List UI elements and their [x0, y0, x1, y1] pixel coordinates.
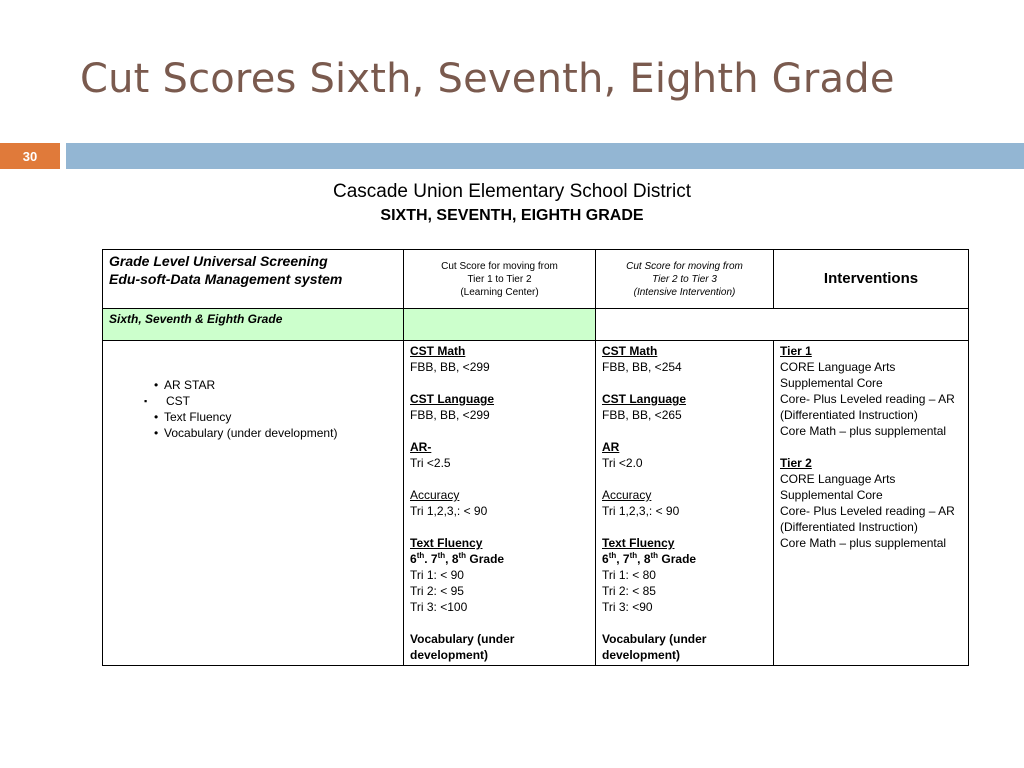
list-item: Supplemental Core [780, 488, 883, 502]
accuracy-value: Tri 1,2,3,: < 90 [410, 504, 488, 518]
list-item: • AR STAR [154, 377, 397, 393]
ar-value: Tri <2.5 [410, 456, 451, 470]
fluency-grade-line: 6th, 7th, 8th Grade [602, 551, 697, 566]
cst-math-value: FBB, BB, <299 [410, 360, 490, 374]
tier1-header-line2: Tier 1 to Tier 2 [467, 273, 532, 285]
tri3-value: Tri 3: <100 [410, 600, 468, 614]
cst-language-value: FBB, BB, <299 [410, 408, 490, 422]
grade-group-empty [596, 309, 969, 341]
list-item: Core Math – plus supplemental [780, 536, 947, 550]
ar-label: AR [602, 440, 620, 454]
slide-title: Cut Scores Sixth, Seventh, Eighth Grade [80, 56, 895, 102]
cst-math-label: CST Math [410, 344, 466, 358]
vocabulary-note: Vocabulary (under development) [410, 632, 515, 662]
tier2-label: Tier 2 [780, 456, 812, 470]
list-item: CORE Language Arts [780, 472, 896, 486]
cst-language-label: CST Language [410, 392, 495, 406]
list-item: Core- Plus Leveled reading – AR [780, 504, 955, 518]
ar-value: Tri <2.0 [602, 456, 643, 470]
grade-group-label: Sixth, Seventh & Eighth Grade [103, 309, 404, 341]
tier1-header-line1: Cut Score for moving from [441, 260, 558, 272]
tier2-to-tier3-scores [596, 341, 774, 666]
grade-group-row [103, 309, 969, 341]
text-fluency-label: Text Fluency [410, 536, 483, 550]
vocabulary-note: Vocabulary (under development) [602, 632, 707, 662]
text-fluency-label: Text Fluency [602, 536, 675, 550]
list-item: (Differentiated Instruction) [780, 520, 918, 534]
ar-label: AR- [410, 440, 432, 454]
accuracy-label: Accuracy [602, 488, 652, 502]
table-header-row [103, 250, 969, 309]
tier2-header-line1: Cut Score for moving from [626, 260, 743, 272]
fluency-grade-line: 6th. 7th, 8th Grade [410, 551, 505, 566]
measures-list [154, 377, 397, 441]
tier1-label: Tier 1 [780, 344, 812, 358]
list-item: Core- Plus Leveled reading – AR [780, 392, 955, 406]
tier2-to-tier3-header [596, 250, 774, 309]
tri1-value: Tri 1: < 80 [602, 568, 656, 582]
tier2-header-line3: (Intensive Intervention) [633, 286, 736, 298]
interventions-header: Interventions [774, 250, 969, 309]
list-item: (Differentiated Instruction) [780, 408, 918, 422]
list-item: Core Math – plus supplemental [780, 424, 947, 438]
tri1-value: Tri 1: < 90 [410, 568, 464, 582]
district-name: Cascade Union Elementary School District [333, 181, 691, 202]
accuracy-value: Tri 1,2,3,: < 90 [602, 504, 680, 518]
list-item: CORE Language Arts [780, 360, 896, 374]
list-item: • Vocabulary (under development) [154, 425, 397, 441]
screening-header-line2: Edu-soft-Data Management system [109, 271, 343, 287]
cst-math-value: FBB, BB, <254 [602, 360, 682, 374]
cst-language-label: CST Language [602, 392, 687, 406]
measures-cell [103, 341, 404, 666]
interventions-cell [774, 341, 969, 666]
screening-header-cell [103, 250, 404, 309]
list-item: ▪ CST [144, 393, 397, 409]
tri2-value: Tri 2: < 85 [602, 584, 656, 598]
list-item: Supplemental Core [780, 376, 883, 390]
cut-scores-body-row [103, 341, 969, 666]
tier2-header-line2: Tier 2 to Tier 3 [652, 273, 717, 285]
tri3-value: Tri 3: <90 [602, 600, 653, 614]
screening-header-line1: Grade Level Universal Screening [109, 253, 328, 269]
title-divider-bar [66, 143, 1024, 169]
grade-group-empty-green [404, 309, 596, 341]
accuracy-label: Accuracy [410, 488, 460, 502]
tier1-to-tier2-scores [404, 341, 596, 666]
grade-heading: SIXTH, SEVENTH, EIGHTH GRADE [380, 207, 644, 224]
list-item: • Text Fluency [154, 409, 397, 425]
tier1-header-line3: (Learning Center) [460, 286, 539, 298]
cst-language-value: FBB, BB, <265 [602, 408, 682, 422]
cut-scores-table [102, 249, 969, 666]
slide-number: 30 [0, 143, 60, 169]
tri2-value: Tri 2: < 95 [410, 584, 464, 598]
cst-math-label: CST Math [602, 344, 658, 358]
tier1-to-tier2-header [404, 250, 596, 309]
